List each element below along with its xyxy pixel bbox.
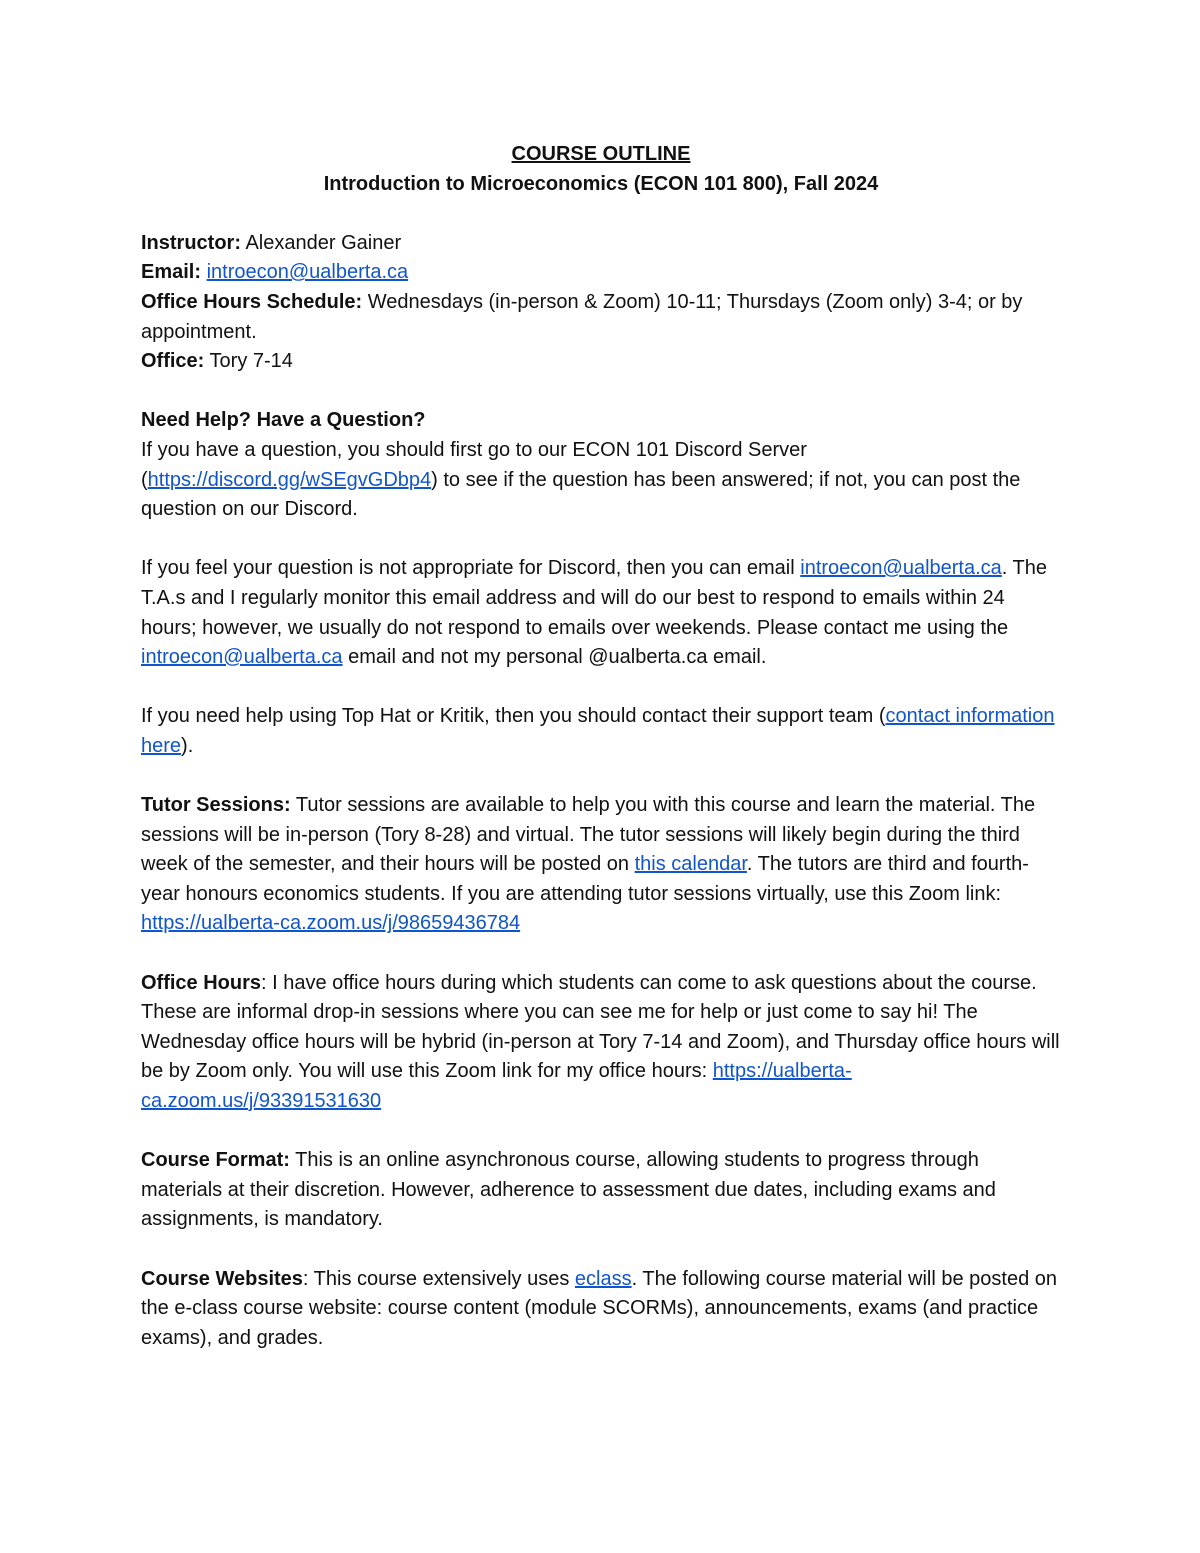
document-title-line <box>141 140 1061 170</box>
eclass-link[interactable]: eclass <box>574 1267 632 1290</box>
email-link-contact[interactable]: introecon@ualberta.ca <box>141 646 343 669</box>
office-hours-text: : I have office hours during which students can come to ask questions about the course. These are informal drop-in sessions where you can see me for help or just come to say hi! The Wednesday office hours will be hybrid (in-person at Tory 7-14 and Zoom), and Thursday office hours will be by Zoom only. You will use this Zoom link for my office hours: <box>141 971 1060 1083</box>
help-p1-text-b: ) to see if the question has been answered; if not, you can post the question on our Discord. <box>141 468 1021 521</box>
help-paragraph-discord <box>141 436 1061 525</box>
office-hours-schedule-line <box>141 288 1061 347</box>
course-websites-text-a: : This course extensively uses <box>302 1267 575 1290</box>
tutor-sessions-label: Tutor Sessions: <box>141 794 291 817</box>
email-line <box>141 258 1061 288</box>
instructor-line <box>141 229 1061 259</box>
discord-link[interactable]: https://discord.gg/wSEgvGDbp4 <box>147 468 432 491</box>
help-p2-text-c: email and not my personal @ualberta.ca email. <box>342 646 767 669</box>
email-link[interactable]: introecon@ualberta.ca <box>206 261 409 284</box>
course-websites-label: Course Websites <box>141 1267 303 1290</box>
email-link-help[interactable]: introecon@ualberta.ca <box>800 557 1002 580</box>
instructor-value: Alexander Gainer <box>241 231 402 254</box>
instructor-label: Instructor: <box>141 231 241 254</box>
tutor-text-a: Tutor sessions are available to help you with this course and learn the material. The sessions will be in-person (Tory 8-28) and virtual. The tutor sessions will likely begin during the third week of the semester, and their hours will be posted on <box>141 794 1036 876</box>
tutor-zoom-link[interactable]: https://ualberta-ca.zoom.us/j/98659436784 <box>141 912 521 935</box>
course-websites-paragraph <box>141 1265 1061 1354</box>
office-hours-paragraph <box>141 969 1061 1117</box>
help-p2-text-b: . The T.A.s and I regularly monitor this email address and will do our best to respond to emails within 24 hours; however, we usually do not respond to emails over weekends. Please contact me using the <box>141 557 1048 639</box>
email-label: Email: <box>141 261 202 284</box>
office-hours-schedule-value: Wednesdays (in-person & Zoom) 10-11; Thursdays (Zoom only) 3-4; or by appointment. <box>141 290 1023 343</box>
tutor-text-b: . The tutors are third and fourth-year honours economics students. If you are attending tutor sessions virtually, use this Zoom link: <box>141 853 1029 905</box>
office-hours-label: Office Hours <box>141 971 262 994</box>
help-heading-line <box>141 406 1061 436</box>
help-p1-text-a: If you have a question, you should first go to our ECON 101 Discord Server ( <box>141 438 807 491</box>
help-p3-text-a: If you need help using Top Hat or Kritik, then you should contact their support team ( <box>141 705 886 728</box>
course-format-paragraph <box>141 1146 1061 1235</box>
help-paragraph-support <box>141 702 1061 761</box>
document-subtitle-line <box>141 170 1061 200</box>
tutor-calendar-link[interactable]: this calendar <box>634 853 747 876</box>
office-value: Tory 7-14 <box>204 350 293 373</box>
course-websites-text-b: . The following course material will be posted on the e-class course website: course content (module SCORMs), announcements, exams (and practice exams), and grades. <box>141 1267 1058 1349</box>
office-hours-zoom-link[interactable]: https://ualberta-ca.zoom.us/j/93391531630 <box>141 1060 852 1112</box>
office-line <box>141 347 1061 377</box>
course-format-label: Course Format: <box>141 1149 290 1172</box>
office-label: Office: <box>141 350 205 373</box>
document-page <box>141 140 1061 1353</box>
office-hours-schedule-label: Office Hours Schedule: <box>141 290 363 313</box>
support-contact-link[interactable]: contact information here <box>141 705 1055 757</box>
course-format-text: This is an online asynchronous course, allowing students to progress through materials at their discretion. However, adherence to assessment due dates, including exams and assignments, is mandatory. <box>141 1149 996 1231</box>
document-title: COURSE OUTLINE <box>511 143 691 165</box>
document-subtitle: Introduction to Microeconomics (ECON 101 800), Fall 2024 <box>323 172 879 195</box>
help-p2-text-a: If you feel your question is not appropriate for Discord, then you can email <box>141 557 801 580</box>
help-p3-text-b: ). <box>181 734 194 757</box>
help-paragraph-email <box>141 554 1061 672</box>
tutor-sessions-paragraph <box>141 791 1061 939</box>
help-heading: Need Help? Have a Question? <box>141 409 426 432</box>
